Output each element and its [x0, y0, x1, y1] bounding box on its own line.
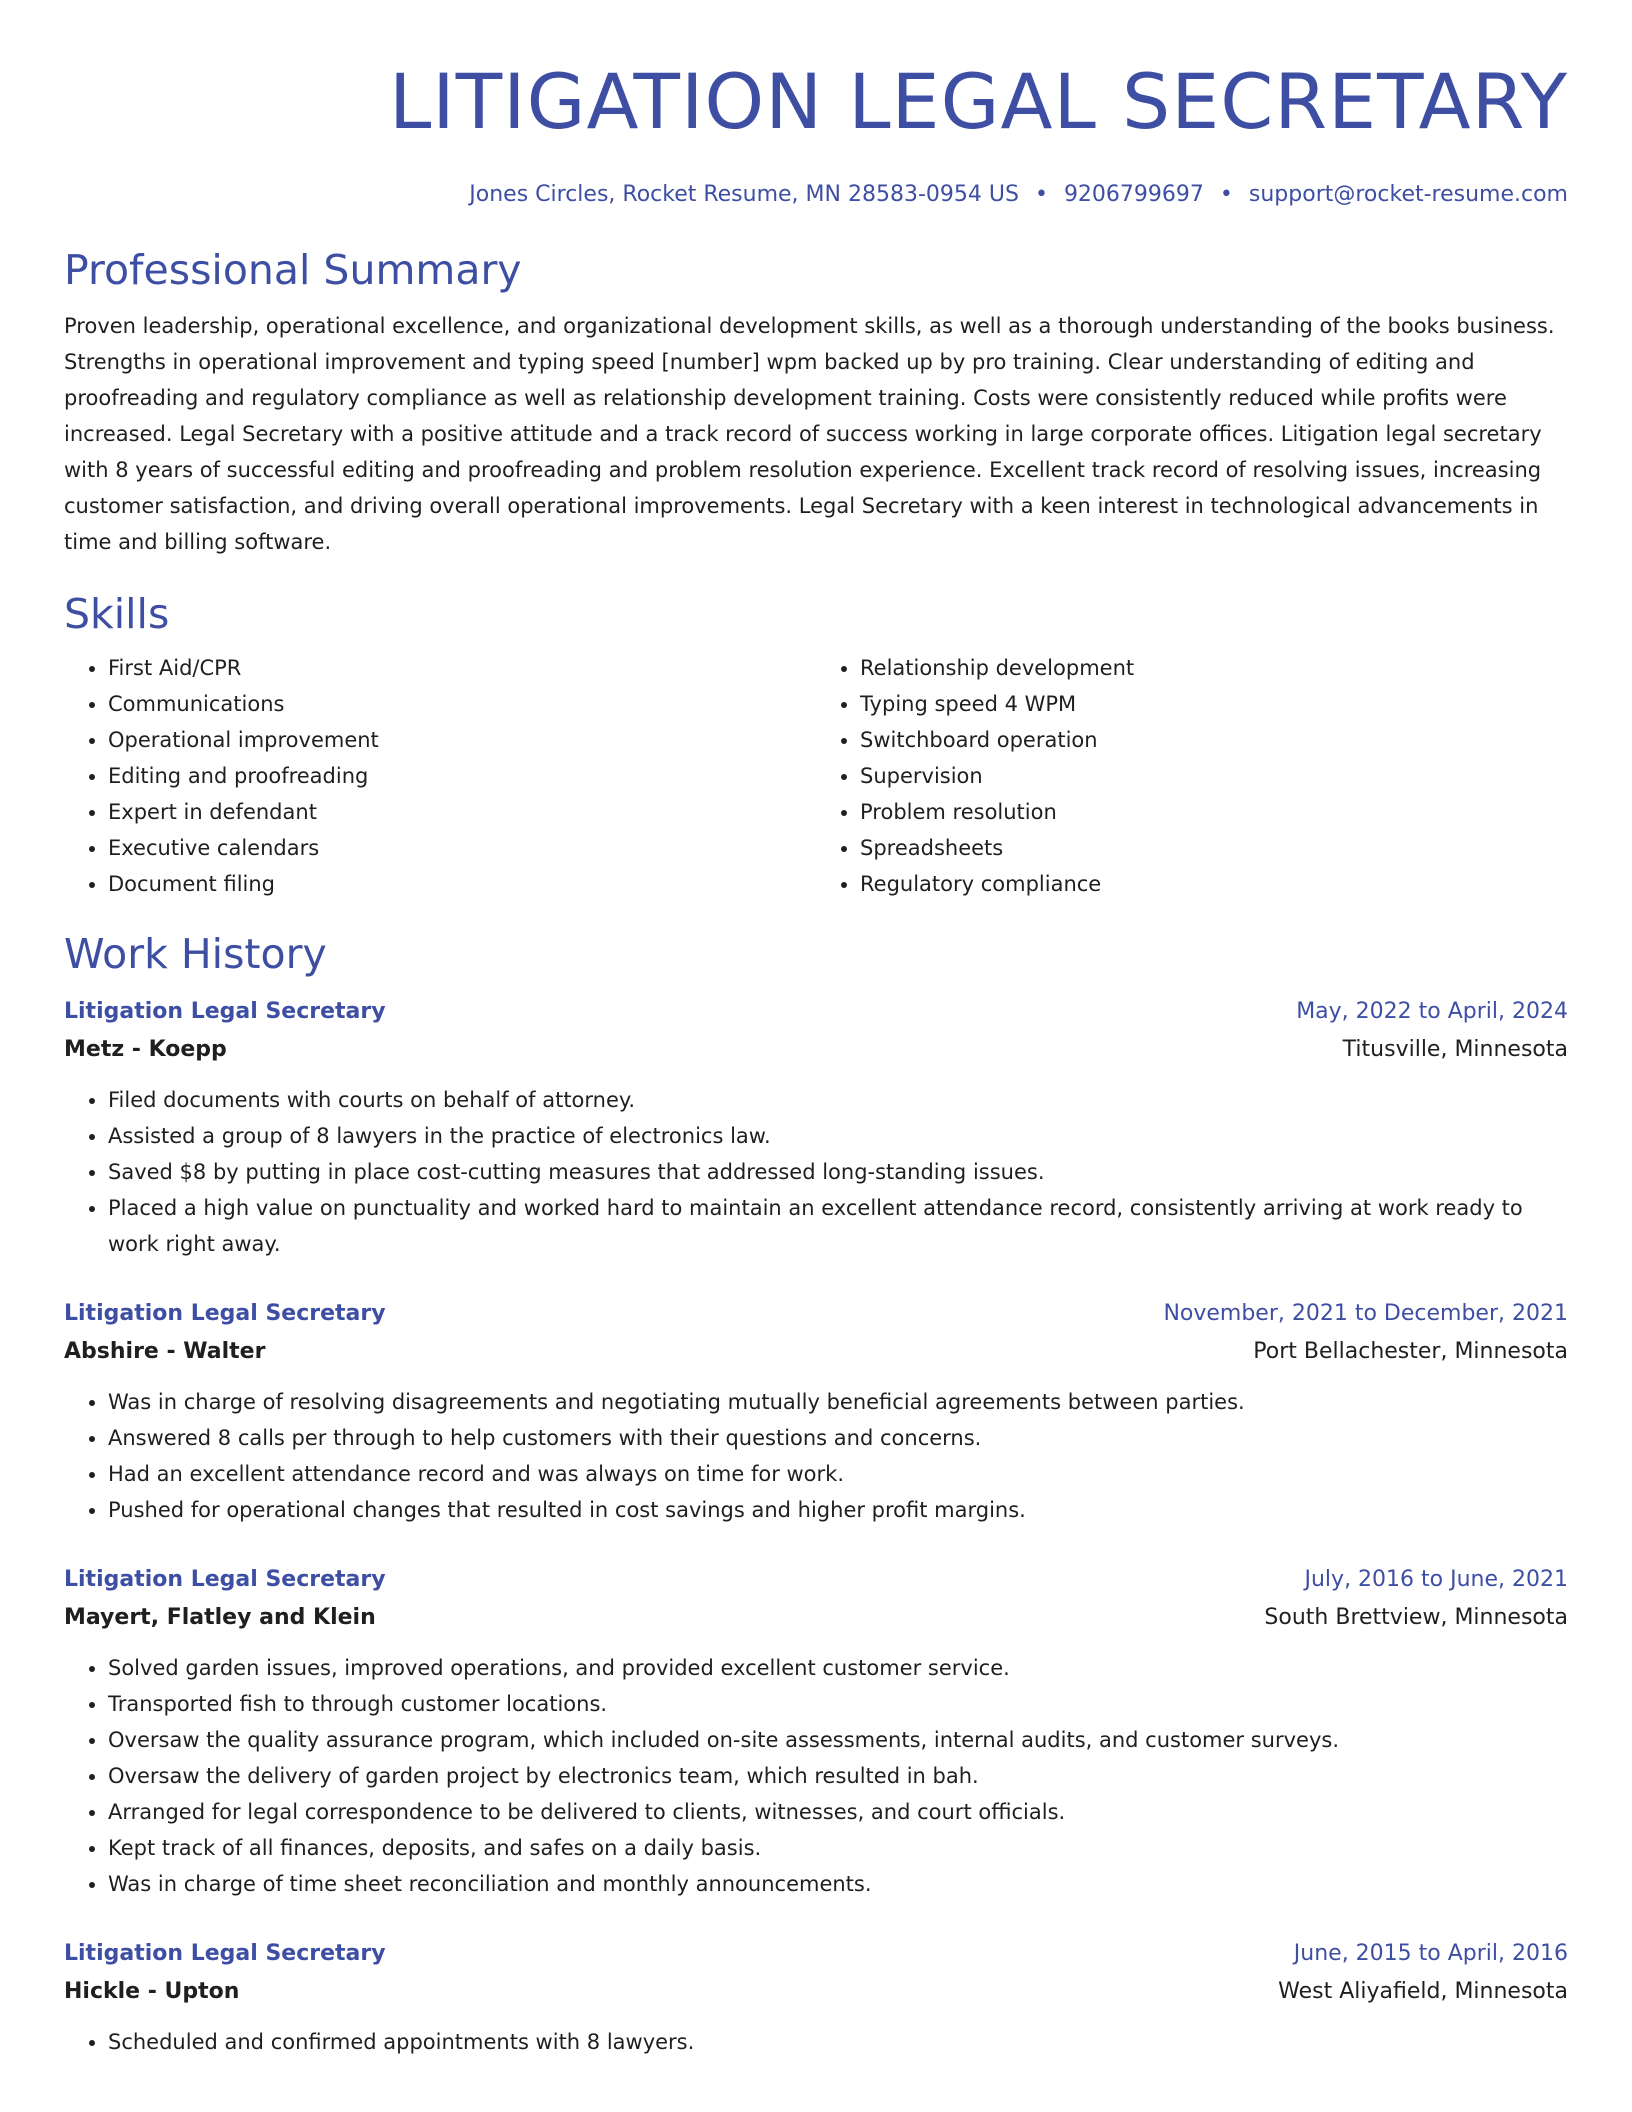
job-title: Litigation Legal Secretary [64, 1567, 386, 1592]
skill-item: • Typing speed 4 WPM [860, 686, 1568, 722]
work-history-heading: Work History [64, 930, 327, 978]
job-header-row [64, 1936, 1568, 1972]
job-dates: June, 2015 to April, 2016 [1293, 1941, 1568, 1966]
skills-list-right [816, 650, 1568, 902]
job-company-row [64, 1030, 1568, 1070]
skill-item: • Communications [108, 686, 816, 722]
contact-phone: 9206799697 [1063, 182, 1204, 207]
skills-columns [64, 650, 1568, 902]
job-bullet: • Arranged for legal correspondence to be delivered to clients, witnesses, and court officials. [108, 1794, 1568, 1830]
job-bullet: • Pushed for operational changes that resulted in cost savings and higher profit margins. [108, 1492, 1568, 1528]
skill-item: • Relationship development [860, 650, 1568, 686]
job-bullet: • Oversaw the delivery of garden project by electronics team, which resulted in bah. [108, 1758, 1568, 1794]
job-bullet: • Oversaw the quality assurance program, which included on-site assessments, internal audits, and customer surveys. [108, 1722, 1568, 1758]
job-title: Litigation Legal Secretary [64, 999, 386, 1024]
job-bullet: • Filed documents with courts on behalf of attorney. [108, 1082, 1568, 1118]
job-location: Port Bellachester, Minnesota [1253, 1339, 1568, 1364]
job-bullet: • Saved $8 by putting in place cost-cutting measures that addressed long-standing issues. [108, 1154, 1568, 1190]
job-header-row [64, 1562, 1568, 1598]
job-bullet: • Answered 8 calls per through to help customers with their questions and concerns. [108, 1420, 1568, 1456]
job-bullet: • Had an excellent attendance record and was always on time for work. [108, 1456, 1568, 1492]
job-location: Titusville, Minnesota [1342, 1037, 1568, 1062]
summary-heading: Professional Summary [64, 246, 522, 294]
job-company: Hickle - Upton [64, 1979, 240, 2004]
job-bullet: • Was in charge of resolving disagreements and negotiating mutually beneficial agreements between parties. [108, 1384, 1568, 1420]
resume-name: LITIGATION LEGAL SECRETARY [388, 57, 1568, 146]
skill-item: • Switchboard operation [860, 722, 1568, 758]
job-location: South Brettview, Minnesota [1264, 1605, 1568, 1630]
job-dates: July, 2016 to June, 2021 [1304, 1567, 1568, 1592]
job-bullets [64, 1082, 1568, 1262]
job-location: West Aliyafield, Minnesota [1278, 1979, 1568, 2004]
contact-line [64, 180, 1568, 210]
job-company-row [64, 1972, 1568, 2012]
job-entry [64, 1936, 1568, 2060]
job-bullet: • Solved garden issues, improved operations, and provided excellent customer service. [108, 1650, 1568, 1686]
job-dates: May, 2022 to April, 2024 [1296, 999, 1568, 1024]
job-company-row [64, 1598, 1568, 1638]
job-bullet: • Scheduled and confirmed appointments with 8 lawyers. [108, 2024, 1568, 2060]
skill-item: • Spreadsheets [860, 830, 1568, 866]
job-header-row [64, 1296, 1568, 1332]
job-bullet: • Was in charge of time sheet reconciliation and monthly announcements. [108, 1866, 1568, 1902]
job-entry [64, 1562, 1568, 1902]
job-company: Metz - Koepp [64, 1037, 227, 1062]
job-header-row [64, 994, 1568, 1030]
resume-page [64, 52, 1568, 2060]
skill-item: • First Aid/CPR [108, 650, 816, 686]
job-bullets [64, 2024, 1568, 2060]
skill-item: • Expert in defendant [108, 794, 816, 830]
contact-separator: • [1034, 182, 1048, 207]
skill-item: • Editing and proofreading [108, 758, 816, 794]
job-title: Litigation Legal Secretary [64, 1301, 386, 1326]
job-bullets [64, 1650, 1568, 1902]
job-entry [64, 994, 1568, 1262]
skill-item: • Problem resolution [860, 794, 1568, 830]
contact-address: Jones Circles, Rocket Resume, MN 28583-0954 US [469, 182, 1019, 207]
job-company: Mayert, Flatley and Klein [64, 1605, 376, 1630]
job-bullet: • Kept track of all finances, deposits, and safes on a daily basis. [108, 1830, 1568, 1866]
skill-item: • Regulatory compliance [860, 866, 1568, 902]
skill-item: • Document filing [108, 866, 816, 902]
job-dates: November, 2021 to December, 2021 [1163, 1301, 1568, 1326]
job-bullet: • Placed a high value on punctuality and worked hard to maintain an excellent attendance record, consistently arriving at work ready to work right away. [108, 1190, 1568, 1262]
skills-heading: Skills [64, 590, 170, 638]
skill-item: • Operational improvement [108, 722, 816, 758]
job-title: Litigation Legal Secretary [64, 1941, 386, 1966]
contact-separator: • [1219, 182, 1233, 207]
job-bullets [64, 1384, 1568, 1528]
summary-text: Proven leadership, operational excellence, and organizational development skills, as well as a thorough understanding of the books business. Strengths in operational improvement and typing speed [number] wpm backed up by pro training. Clear understanding of editing and proofreading and regulatory compliance as well as relationship development training. Costs were consistently reduced while profits were increased. Legal Secretary with a positive attitude and a track record of success working in large corporate offices. Litigation legal secretary with 8 years of successful editing and proofreading and problem resolution experience. Excellent track record of resolving issues, increasing customer satisfaction, and driving overall operational improvements. Legal Secretary with a keen interest in technological advancements in time and billing software. [64, 314, 1555, 554]
job-entry [64, 1296, 1568, 1528]
skills-list-left [64, 650, 816, 902]
skill-item: • Executive calendars [108, 830, 816, 866]
job-bullet: • Transported fish to through customer locations. [108, 1686, 1568, 1722]
job-company: Abshire - Walter [64, 1339, 266, 1364]
skill-item: • Supervision [860, 758, 1568, 794]
job-company-row [64, 1332, 1568, 1372]
job-bullet: • Assisted a group of 8 lawyers in the practice of electronics law. [108, 1118, 1568, 1154]
contact-email: support@rocket-resume.com [1248, 182, 1568, 207]
